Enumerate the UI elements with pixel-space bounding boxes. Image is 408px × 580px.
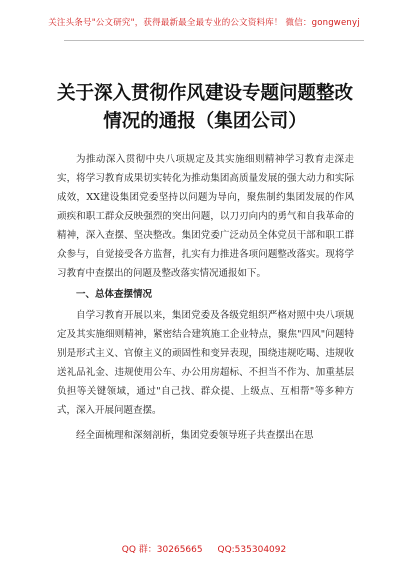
footer-qq: QQ:535304092 bbox=[217, 545, 287, 555]
title-line-1: 关于深入贯彻作风建设专题问题整改 bbox=[56, 83, 353, 104]
intro-paragraph: 为推动深入贯彻中央八项规定及其实施细则精神学习教育走深走实，将学习教育成果切实转化为推动集团高质量发展的强大动力和实际成效，XX建设集团党委坚持以问题为导向，聚焦制约集团发展的作风顽疾和职工群众反映强烈的突出问题，以刀刃向内的勇气和自我革命的精神，深入查摆、坚决整改。集团党委广泛动员全体党员干部和职工群众参与，自觉接受各方监督，扎实有力推进各项问题整改落实。现将学习教育中查摆出的问题及整改落实情况通报如下。 bbox=[57, 154, 354, 279]
footer-contact bbox=[0, 542, 408, 555]
document-title bbox=[40, 80, 370, 136]
section-paragraph-1: 自学习教育开展以来，集团党委及各级党组织严格对照中央八项规定及其实施细则精神，紧密结合建筑施工企业特点，聚焦"四风"问题特别是形式主义、官僚主义的顽固性和变异表现，围绕违规吃喝、违规收送礼品礼金、违规使用公车、办公用房超标、不担当不作为、加重基层负担等关键领域，通过"自己找、群众提、上级点、互相帮"等多种方式，深入开展问题查摆。 bbox=[57, 310, 354, 416]
title-line-2: 情况的通报（集团公司） bbox=[103, 111, 307, 132]
header-note: 关注头条号"公文研究"，获得最新最全最专业的公文资料库！ 微信：gongwenyj bbox=[48, 18, 360, 28]
section-heading: 一、总体查摆情况 bbox=[76, 289, 153, 300]
section-paragraph-2: 经全面梳理和深刻剖析，集团党委领导班子共查摆出在思 bbox=[76, 430, 314, 441]
header-divider bbox=[64, 40, 364, 41]
document-body bbox=[57, 150, 354, 445]
footer-qq-group: QQ 群：30265665 bbox=[121, 545, 203, 555]
